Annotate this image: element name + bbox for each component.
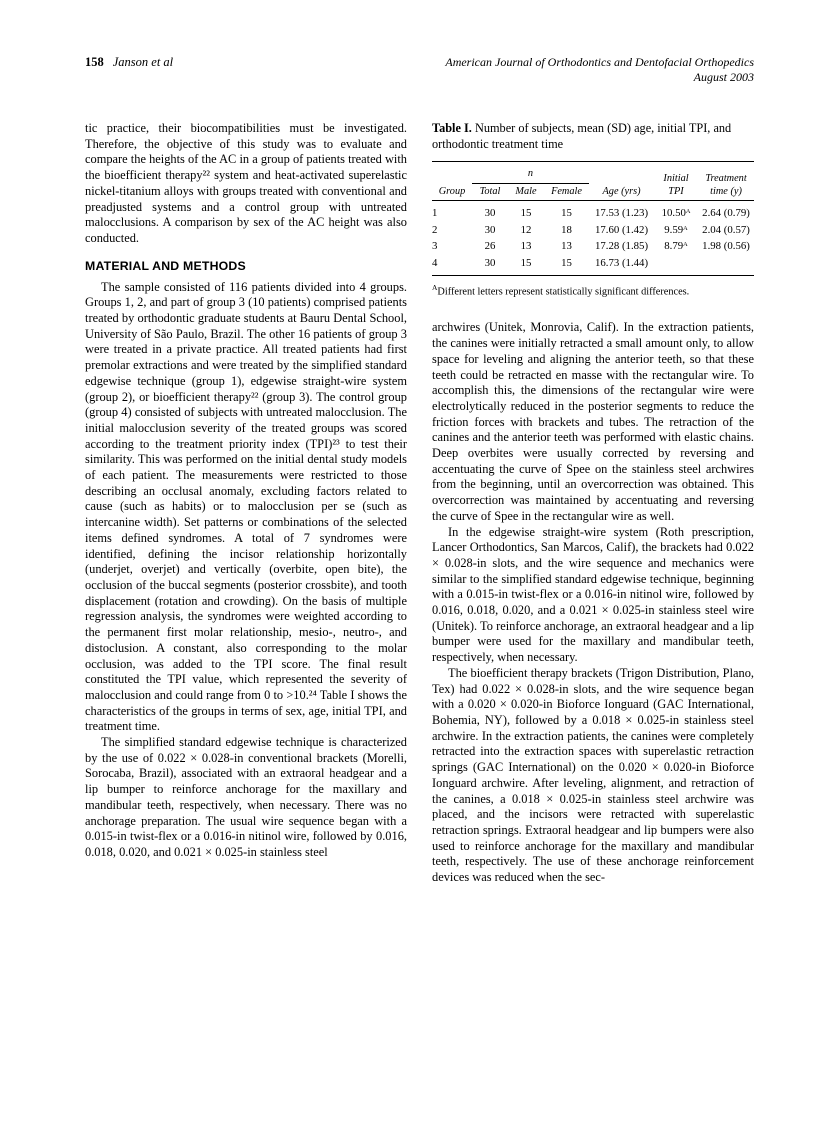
cell-initial-tpi: 8.79ᴬ	[664, 240, 688, 252]
cell-initial-tpi: 9.59ᴬ	[664, 223, 688, 236]
cell-total: 30	[484, 207, 496, 219]
table-row-group-4	[432, 255, 754, 276]
cell-female: 13	[561, 240, 572, 252]
cell-age: 17.53 (1.23)	[594, 207, 649, 219]
cell-age: 17.60 (1.42)	[594, 223, 649, 236]
table-row-group-1	[432, 201, 754, 222]
col-header-group: Group	[432, 162, 472, 201]
table-1-grid	[432, 161, 754, 276]
table-1-block	[432, 121, 754, 298]
cell-male: 15	[520, 256, 532, 269]
cell-group: 3	[432, 240, 438, 252]
cell-group: 4	[432, 256, 438, 269]
cell-treatment-time: 2.04 (0.57)	[702, 223, 750, 236]
cell-group: 2	[432, 223, 438, 236]
two-column-body	[85, 121, 754, 886]
section-heading-material-and-methods: MATERIAL AND METHODS	[85, 258, 246, 273]
table-caption-text: Number of subjects, mean (SD) age, initial TPI, and orthodontic treatment time	[432, 121, 732, 151]
paragraph-intro-continuation: tic practice, their biocompatibilities must be investigated. Therefore, the objective of this study was to evaluate and compare the heights of the AC in a group of patients treated with the bioefficient therapy²² system and heat-activated superelastic nickel-titanium alloys with groups treated with conventional and preadjusted systems and a control group with untreated malocclusions. A comparison by sex of the AC height was also conducted.	[85, 121, 407, 245]
footnote-text: Different letters represent statistically significant differences.	[437, 286, 690, 298]
col-header-treatment-time: Treatment time (y)	[698, 162, 754, 201]
table-body	[432, 201, 754, 276]
journal-name: American Journal of Orthodontics and Dentofacial Orthopedics	[445, 55, 754, 69]
cell-treatment-time	[698, 255, 754, 276]
col-header-total: Total	[472, 183, 508, 201]
col-header-male: Male	[508, 183, 544, 201]
cell-total: 30	[484, 223, 496, 236]
paragraph-edgewise-technique: The simplified standard edgewise technique is characterized by the use of 0.022 × 0.028-in conventional brackets (Morelli, Sorocaba, Brazil), associated with an extraoral headgear and a lip bumper to reinforce anchorage for the maxillary and mandibular teeth, respectively, when necessary. There was no anchorage preparation. The usual wire sequence began with a 0.015-in twist-flex or a 0.016-in nitinol wire, followed by 0.016, 0.018, 0.020, and 0.021 × 0.025-in stainless steel	[85, 735, 407, 859]
cell-total: 30	[484, 256, 496, 269]
col-header-initial-tpi: Initial TPI	[654, 162, 698, 201]
col-group-header-n: n	[472, 162, 589, 184]
col-header-age: Age (yrs)	[589, 162, 654, 201]
cell-female: 15	[561, 256, 572, 269]
right-column	[432, 121, 754, 886]
table-caption	[432, 121, 754, 152]
running-head	[85, 55, 754, 85]
footnote-superscript: A	[432, 283, 438, 292]
col-header-female: Female	[544, 183, 589, 201]
cell-male: 15	[520, 207, 532, 219]
paragraph-sample-description: The sample consisted of 116 patients divided into 4 groups. Groups 1, 2, and part of group 3 (10 patients) comprised patients treated by orthodontic graduate students at Bauru Dental School, University of São Paulo, Brazil. The other 16 patients of group 3 were treated in a private practice. All treated patients had first premolar extractions and were treated by the simplified standard edgewise technique (group 1), edgewise straight-wire system (group 2), or bioefficient therapy²² (group 3). The control group (group 4) consisted of subjects with untreated malocclusion. The initial malocclusion severity of the treated groups was scored according to the treatment priority index (TPI)²³ to test their similarity. This was performed on the initial dental study models of each patient. The measurements were restricted to those describing an occlusal anomaly, excluding factors related to cause (such as habits) or to malocclusion per se (such as intercanine width). Set patterns or combinations of the selected items defined syndromes. A total of 7 syndromes were identified, defining the incisor relationship horizontally (underjet, overjet) and vertically (overbite, open bite), the occlusion of the buccal segments (posterior crossbite), and tooth displacement (rotation and crowding). On the basis of multiple regression analysis, the syndromes were weighted according to the permanent first molar relationship, mesio-, neutro-, and distoclusion. A constant, also corresponding to the molar occlusion, was added to the TPI score. The final result constituted the TPI value, which represented the severity of malocclusion and could range from 0 to >10.²⁴ Table I shows the characteristics of the groups in terms of sex, age, initial TPI, and treatment time.	[85, 279, 407, 734]
cell-female: 15	[561, 207, 572, 219]
table-footnote	[432, 281, 754, 298]
table-caption-label: Table I.	[432, 121, 472, 135]
cell-female: 18	[561, 223, 572, 236]
paragraph-archwires-continuation: archwires (Unitek, Monrovia, Calif). In the extraction patients, the canines were initially retracted a small amount only, to allow space for leveling and aligning the anterior teeth, so that these teeth could be retracted en masse with the rectangular wire. To accomplish this, the dimensions of the rectangular wire were electrolytically reduced in the posterior segments to reduce the friction forces with brackets and tubes. The retraction of the canines and the anterior teeth was performed with elastic chains. Deep overbites were usually corrected by reversing and accentuating the curve of Spee on the stainless steel archwires from the beginning, until an overcorrection was obtained. This overcorrection was maintained by accentuating and reversing the curve of Spee in the rectangular wire as well.	[432, 320, 754, 523]
cell-age: 16.73 (1.44)	[594, 256, 649, 269]
page-number: 158	[85, 55, 104, 69]
paragraph-straight-wire-system: In the edgewise straight-wire system (Roth prescription, Lancer Orthodontics, San Marcos, Calif), the brackets had 0.022 × 0.028-in slots, and the wire sequence and mechanics were similar to the simplified standard edgewise technique, beginning with a 0.015-in twist-flex or a 0.016-in nitinol wire, followed by 0.016, 0.018, 0.020, and a 0.021 × 0.025-in stainless steel wire (Unitek). To reinforce anchorage, an extraoral headgear and a lip bumper were used for the maxillary and mandibular teeth, respectively, when necessary.	[432, 524, 754, 665]
table-header	[432, 162, 754, 201]
cell-initial-tpi: 10.50ᴬ	[661, 207, 691, 219]
cell-male: 12	[520, 223, 532, 236]
table-row-group-2	[432, 222, 754, 239]
cell-group: 1	[432, 207, 438, 219]
running-head-left	[85, 55, 173, 70]
table-row-group-3	[432, 238, 754, 255]
issue-date: August 2003	[693, 70, 754, 84]
cell-treatment-time: 1.98 (0.56)	[702, 240, 750, 252]
cell-treatment-time: 2.64 (0.79)	[702, 207, 750, 219]
cell-male: 13	[520, 240, 532, 252]
cell-age: 17.28 (1.85)	[594, 240, 649, 252]
running-author: Janson et al	[112, 55, 174, 69]
cell-total: 26	[484, 240, 496, 252]
paragraph-bioefficient-therapy: The bioefficient therapy brackets (Trigon Distribution, Plano, Tex) had 0.022 × 0.028-in slots, and the wire sequence began with a 0.020 × 0.020-in Bioforce Ionguard (GAC International, Bohemia, NY), followed by a 0.018 × 0.025-in stainless steel archwire. In the extraction patients, the canines were completely retracted into the extraction spaces with superelastic retraction springs (GAC International) on the 0.020 × 0.020-in Bioforce Ionguard archwire. After leveling, alignment, and retraction of the canines, a 0.018 × 0.025-in stainless steel archwire was placed, and the incisors were retracted with superelastic retraction springs. Extraoral headgear and lip bumpers were also used to reinforce anchorage for the maxillary and mandibular teeth, respectively. The use of these anchorage reinforcement devices was reduced when the sec-	[432, 665, 754, 885]
left-column	[85, 121, 407, 886]
running-head-right	[445, 55, 754, 85]
cell-initial-tpi	[654, 255, 698, 276]
